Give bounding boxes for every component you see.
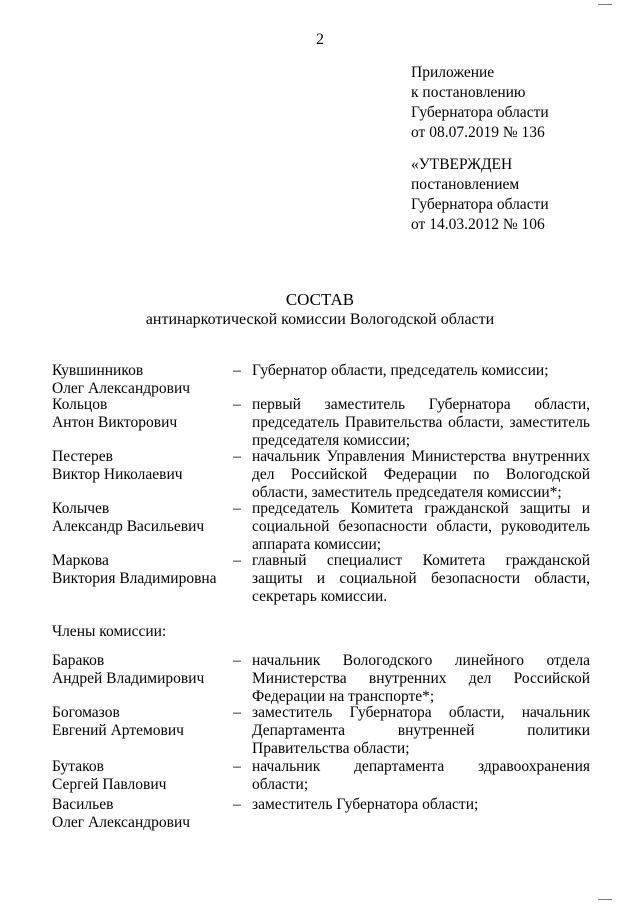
approval-line: от 14.03.2012 № 106 [411,216,545,233]
member-role: председатель Комитета гражданской защиты и социальной безопасности области, руководитель аппарата комиссии; [252,500,590,553]
leadership-list [52,362,592,608]
page-number: 2 [316,31,324,48]
dash: – [233,500,241,517]
member-given-name: Олег Александрович [52,380,191,397]
member-surname: Маркова [52,552,109,569]
member-role: Губернатор области, председатель комиссии; [252,362,549,379]
list-item [52,448,592,500]
dash: – [233,758,241,775]
members-list [52,652,592,834]
approval-line: «УТВЕРЖДЕН [411,156,513,173]
dash: – [233,362,241,379]
member-name [52,362,222,396]
member-given-name: Виктор Николаевич [52,466,183,483]
appendix-line: Губернатора области [411,104,549,121]
appendix-line: к постановлению [411,84,526,101]
appendix-block [411,63,611,143]
member-surname: Васильев [52,796,114,813]
member-role: главный специалист Комитета гражданской защиты и социальной безопасности области, секретарь комиссии. [252,552,590,605]
member-surname: Кольцов [52,396,108,413]
list-item [52,758,592,796]
list-item [52,704,592,758]
list-item [52,796,592,834]
member-given-name: Олег Александрович [52,814,191,831]
list-item [52,362,592,396]
members-heading: Члены комиссии: [52,623,167,640]
approval-line: постановлением [411,176,520,193]
dash: – [233,796,241,813]
list-item [52,396,592,448]
dash: – [233,448,241,465]
member-surname: Кувшинников [52,362,144,379]
scan-mark [598,899,612,900]
member-given-name: Александр Васильевич [52,518,205,535]
list-item [52,500,592,552]
member-surname: Бутаков [52,758,104,775]
scan-mark [598,4,612,5]
dash: – [233,704,241,721]
appendix-line: от 08.07.2019 № 136 [411,124,545,141]
member-surname: Богомазов [52,704,120,721]
member-name [52,448,222,500]
member-surname: Пестерев [52,448,113,465]
member-name [52,758,222,796]
approval-block [411,155,611,235]
member-role: заместитель Губернатора области; [252,796,479,813]
member-name [52,396,222,448]
member-role: первый заместитель Губернатора области, председатель Правительства области, заместитель председателя комиссии; [252,396,590,449]
member-given-name: Андрей Владимирович [52,670,205,687]
member-name [52,796,222,834]
member-surname: Колычев [52,500,110,517]
member-name [52,500,222,552]
member-role: начальник Управления Министерства внутренних дел Российской Федерации по Вологодской области, заместитель председателя комиссии*; [252,448,590,501]
member-name [52,652,222,704]
appendix-line: Приложение [411,64,495,81]
dash: – [233,652,241,669]
dash: – [233,396,241,413]
document-subtitle: антинаркотической комиссии Вологодской области [145,311,495,328]
dash: – [233,552,241,569]
member-surname: Бараков [52,652,105,669]
list-item [52,552,592,608]
member-role: заместитель Губернатора области, начальник Департамента внутренней политики Правительства области; [252,704,590,757]
member-given-name: Антон Викторович [52,414,178,431]
list-item [52,652,592,704]
approval-line: Губернатора области [411,196,549,213]
document-title: СОСТАВ [285,290,355,309]
member-given-name: Евгений Артемович [52,722,184,739]
member-name [52,552,222,608]
member-role: начальник Вологодского линейного отдела Министерства внутренних дел Российской Федерации на транспорте*; [252,652,590,705]
member-given-name: Сергей Павлович [52,776,167,793]
member-name [52,704,222,758]
member-role: начальник департамента здравоохранения области; [252,758,590,793]
member-given-name: Виктория Владимировна [52,570,217,587]
